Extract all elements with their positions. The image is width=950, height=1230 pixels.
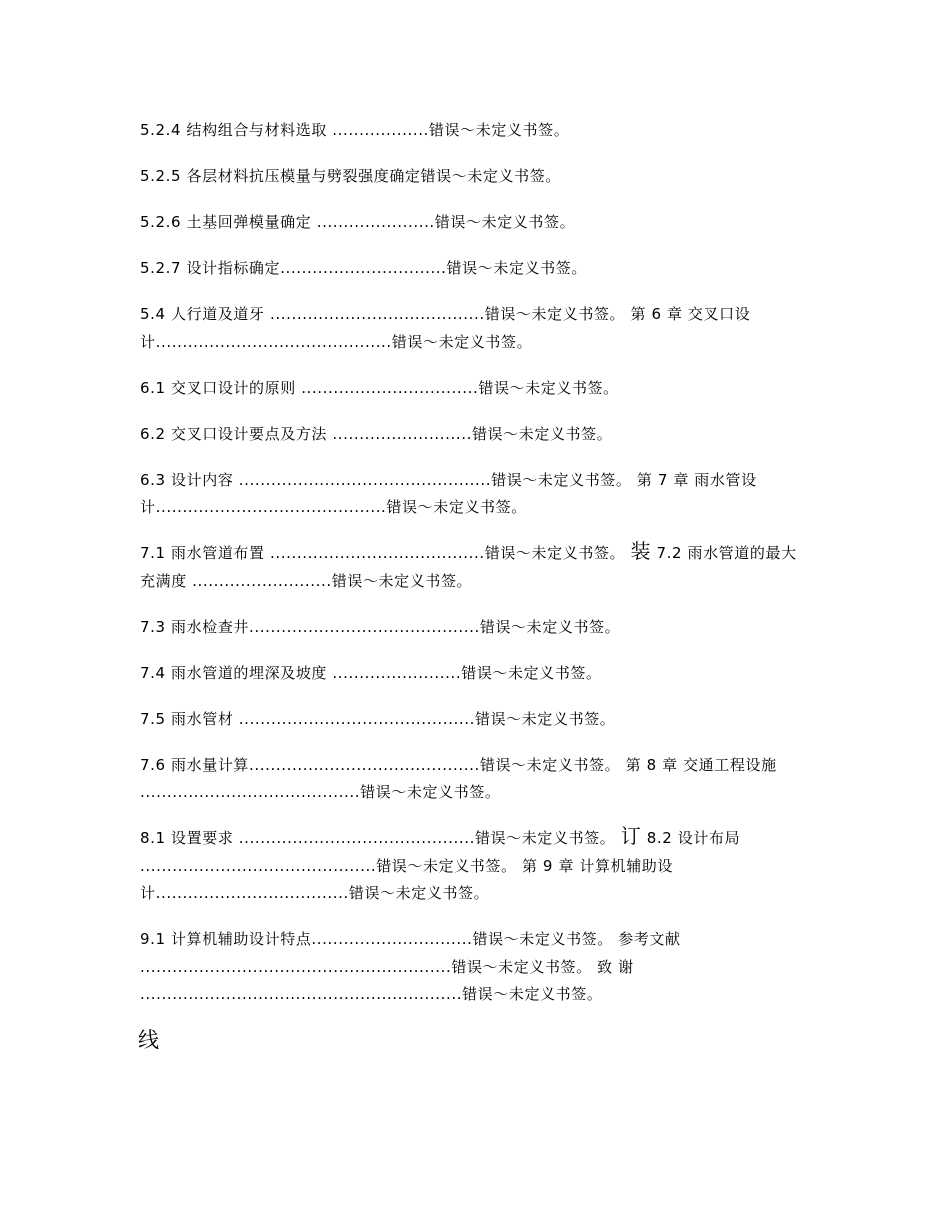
table-of-contents [140,117,812,1027]
toc-entry-6-1[interactable]: 6.1 交叉口设计的原则 .................................错误～未定义书签。 [140,378,619,397]
toc-entry-5-2-4[interactable]: 5.2.4 结构组合与材料选取 ..................错误～未定义书签。 [140,121,570,139]
toc-entry-8-1[interactable] [140,825,812,908]
toc-entry-7-4[interactable]: 7.4 雨水管道的埋深及坡度 ........................错误～未定义书签。 [140,663,602,682]
toc-entry-7-5[interactable]: 7.5 雨水管材 ............................................错误～未定义书签。 [140,709,616,728]
toc-entry-6-3[interactable]: 6.3 设计内容 ...............................................错误～未定义书签。 第 7 章 雨水管设计...........................................错误～未定义书签。 [140,470,757,516]
toc-entry-8-1-text: 8.1 设置要求 ............................................错误～未定义书签。 [140,829,621,847]
toc-entry-5-2-7[interactable]: 5.2.7 设计指标确定...............................错误～未定义书签。 [140,259,587,277]
toc-entry-9-1[interactable]: 9.1 计算机辅助设计特点..............................错误～未定义书签。 参考文献 ..........................................................错误～未定义书签。 致 谢 ............................................................错误～未定义书签。 [140,930,681,1003]
toc-entry-7-2-text: 7.2 雨水管道的最大充满度 ..........................错误～未定义书签。 [140,544,797,590]
toc-entry-7-1[interactable] [140,540,812,595]
toc-entry-7-6[interactable]: 7.6 雨水量计算...........................................错误～未定义书签。 第 8 章 交通工程设施 .........................................错误～未定义书签。 [140,755,777,801]
binding-mark-xian: 线 [138,1028,159,1052]
toc-entry-5-4[interactable]: 5.4 人行道及道牙 ........................................错误～未定义书签。 第 6 章 交叉口设计............................................错误～未定义书签。 [140,305,751,351]
toc-entry-5-2-6[interactable]: 5.2.6 土基回弹模量确定 ......................错误～未定义书签。 [140,213,576,231]
toc-entry-6-2[interactable]: 6.2 交叉口设计要点及方法 ..........................错误～未定义书签。 [140,424,613,443]
toc-entry-8-2-text: 8.2 设计布局 ............................................错误～未定义书签。 第 9 章 计算机辅助设计....................................错误～未定义书签。 [140,829,741,902]
toc-entry-5-2-5[interactable]: 5.2.5 各层材料抗压模量与劈裂强度确定错误～未定义书签。 [140,167,561,185]
binding-mark-zhuang: 装 [630,539,652,563]
toc-entry-7-3[interactable]: 7.3 雨水检查井...........................................错误～未定义书签。 [140,617,621,636]
toc-entry-7-1-text: 7.1 雨水管道布置 ........................................错误～未定义书签。 [140,544,631,562]
binding-mark-ding: 订 [620,824,642,848]
